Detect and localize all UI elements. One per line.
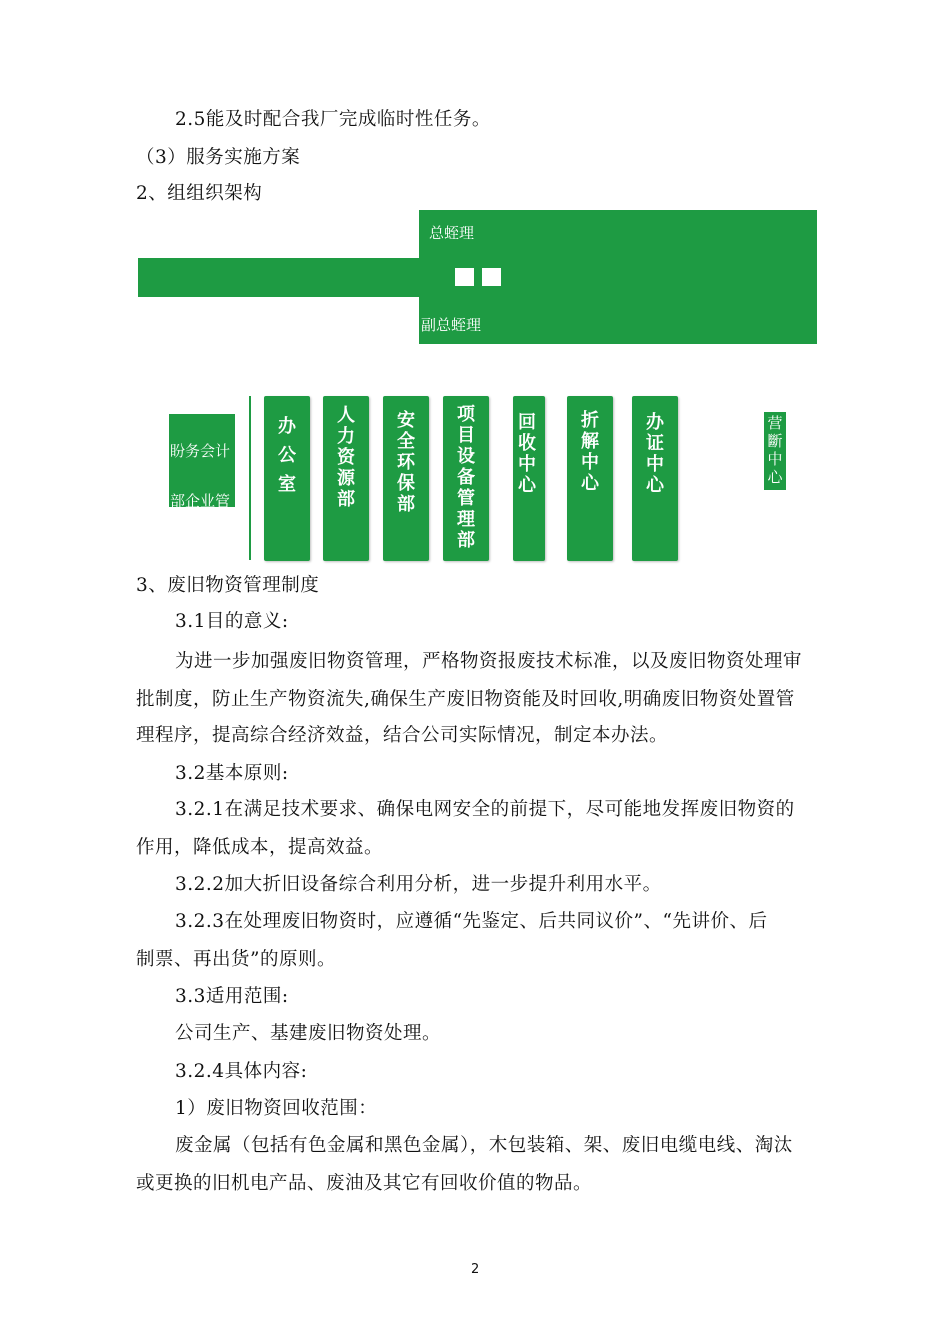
deputy-manager-label: 副总蛭理 xyxy=(421,316,482,334)
department-hr-label: 人力资源部 xyxy=(337,405,355,510)
finance-label-line1: 盼务会计 xyxy=(170,442,231,460)
department-safety-label: 安全环保部 xyxy=(397,410,415,515)
department-sales-label: 营斷中心 xyxy=(767,414,783,486)
subheading: 3.3适用范围: xyxy=(175,986,289,1007)
paragraph: 3.2.3在处理废旧物资时，应遵循“先鉴定、后共同议价”、“先讲价、后 xyxy=(175,911,768,932)
department-certificates-label: 办证中心 xyxy=(646,412,664,496)
paragraph: 理程序，提高综合经济效益，结合公司实际情况，制定本办法。 xyxy=(136,725,669,746)
paragraph: 或更换的旧机电产品、废油及其它有回收价值的物品。 xyxy=(136,1173,593,1194)
department-office-label: 办公室 xyxy=(278,416,296,495)
paragraph: 2.5能及时配合我厂完成临时性任务。 xyxy=(175,109,491,130)
section-heading: （3）服务实施方案 xyxy=(136,147,301,168)
paragraph: 为进一步加强废旧物资管理，严格物资报废技术标准，以及废旧物资处理审 xyxy=(175,651,803,672)
top-band xyxy=(138,258,438,297)
paragraph: 作用，降低成本，提高效益。 xyxy=(136,837,384,858)
subheading: 1）废旧物资回收范围： xyxy=(175,1098,378,1119)
connector-square xyxy=(482,268,501,286)
subheading: 3.2基本原则: xyxy=(175,763,289,784)
paragraph: 批制度，防止生产物资流失,确保生产废旧物资能及时回收,明确废旧物资处置管 xyxy=(136,689,795,710)
paragraph: 3.2.1在满足技术要求、确保电网安全的前提下，尽可能地发挥废旧物资的 xyxy=(175,799,795,820)
general-manager-label: 总蛭理 xyxy=(429,224,475,242)
paragraph: 废金属（包括有色金属和黑色金属），木包装箱、架、废旧电缆电线、淘汰 xyxy=(175,1135,793,1156)
department-equipment-label: 项目设备管理部 xyxy=(457,404,475,551)
page-number: 2 xyxy=(471,1262,480,1277)
paragraph: 3.2.2加大折旧设备综合利用分析，进一步提升利用水平。 xyxy=(175,874,662,895)
section-heading: 2、组组织架构 xyxy=(136,183,263,204)
finance-label-line2: 部企业管 xyxy=(170,492,231,510)
paragraph: 制票、再出货”的原则。 xyxy=(136,949,336,970)
connector-square xyxy=(455,268,474,286)
section-heading: 3、废旧物资管理制度 xyxy=(136,575,320,596)
divider-line xyxy=(249,396,251,560)
department-dismantling-label: 折解中心 xyxy=(581,410,599,494)
department-recycling-label: 回收中心 xyxy=(518,412,536,496)
paragraph: 公司生产、基建废旧物资处理。 xyxy=(175,1023,442,1044)
subheading: 3.1目的意义: xyxy=(175,611,289,632)
subheading: 3.2.4具体内容: xyxy=(175,1061,308,1082)
